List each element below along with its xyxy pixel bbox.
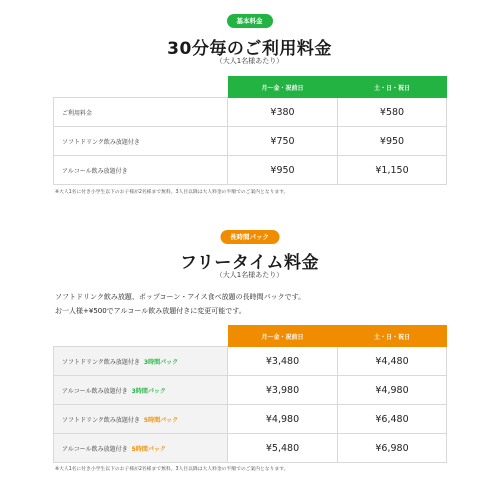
row-label: アルコール飲み放題付き bbox=[54, 156, 228, 185]
price-weekend: ¥950 bbox=[338, 127, 447, 156]
header-weekend: 土・日・祝日 bbox=[338, 326, 447, 347]
plan-duration-tag: 5時間パック bbox=[143, 416, 179, 424]
row-label bbox=[54, 376, 228, 405]
long-pack-badge: 長時間パック bbox=[220, 230, 279, 244]
row-label bbox=[54, 405, 228, 434]
basic-price-subtitle: （大人1名様あたり） bbox=[215, 57, 284, 65]
price-weekday: ¥950 bbox=[228, 156, 338, 185]
row-label bbox=[54, 434, 228, 463]
price-weekday: ¥380 bbox=[228, 98, 338, 127]
price-weekend: ¥4,480 bbox=[338, 347, 447, 376]
basic-price-note: ※大人1名に付き小学生以下のお子様が2名様まで無料。3人目以降は大人料金の半額でのご案内となります。 bbox=[55, 190, 289, 195]
price-weekday: ¥750 bbox=[228, 127, 338, 156]
plan-name: ソフトドリンク飲み放題付き bbox=[62, 358, 140, 366]
free-time-table bbox=[53, 325, 447, 463]
plan-name: アルコール飲み放題付き bbox=[62, 445, 128, 453]
header-blank bbox=[54, 326, 228, 347]
table-row bbox=[54, 156, 447, 185]
table-row bbox=[54, 127, 447, 156]
free-time-title: フリータイム料金 bbox=[180, 253, 319, 273]
header-blank bbox=[54, 77, 228, 98]
free-time-description-1: ソフトドリンク飲み放題、ポップコーン・アイス食べ放題の長時間パックです。 bbox=[55, 293, 306, 301]
table-row bbox=[54, 98, 447, 127]
row-label bbox=[54, 347, 228, 376]
free-time-description-2: お一人様+¥500でアルコール飲み放題付きに変更可能です。 bbox=[55, 307, 246, 315]
plan-duration-tag: 3時間パック bbox=[131, 387, 166, 395]
basic-price-table bbox=[53, 76, 447, 185]
plan-name: アルコール飲み放題付き bbox=[62, 387, 128, 395]
price-weekend: ¥580 bbox=[338, 98, 447, 127]
table-header-row bbox=[54, 77, 447, 98]
price-weekday: ¥3,980 bbox=[228, 376, 338, 405]
price-weekday: ¥3,480 bbox=[228, 347, 338, 376]
plan-duration-tag: 3時間パック bbox=[143, 358, 179, 366]
plan-name: ソフトドリンク飲み放題付き bbox=[62, 416, 140, 424]
price-weekend: ¥1,150 bbox=[338, 156, 447, 185]
table-row bbox=[54, 434, 447, 463]
price-weekend: ¥4,980 bbox=[338, 376, 447, 405]
table-row bbox=[54, 405, 447, 434]
free-time-note: ※大人1名に付き小学生以下のお子様が2名様まで無料。3人目以降は大人料金の半額でのご案内となります。 bbox=[55, 467, 289, 472]
price-weekday: ¥5,480 bbox=[228, 434, 338, 463]
basic-price-title: 30分毎のご利用料金 bbox=[167, 39, 332, 59]
plan-duration-tag: 5時間パック bbox=[131, 445, 166, 453]
basic-price-badge: 基本料金 bbox=[227, 14, 273, 28]
price-weekday: ¥4,980 bbox=[228, 405, 338, 434]
price-weekend: ¥6,480 bbox=[338, 405, 447, 434]
row-label: ソフトドリンク飲み放題付き bbox=[54, 127, 228, 156]
header-weekday: 月～金・祝前日 bbox=[228, 77, 338, 98]
price-weekend: ¥6,980 bbox=[338, 434, 447, 463]
table-header-row bbox=[54, 326, 447, 347]
header-weekend: 土・日・祝日 bbox=[338, 77, 447, 98]
table-row bbox=[54, 376, 447, 405]
header-weekday: 月～金・祝前日 bbox=[228, 326, 338, 347]
row-label: ご利用料金 bbox=[54, 98, 228, 127]
free-time-subtitle: （大人1名様あたり） bbox=[215, 271, 284, 279]
table-row bbox=[54, 347, 447, 376]
